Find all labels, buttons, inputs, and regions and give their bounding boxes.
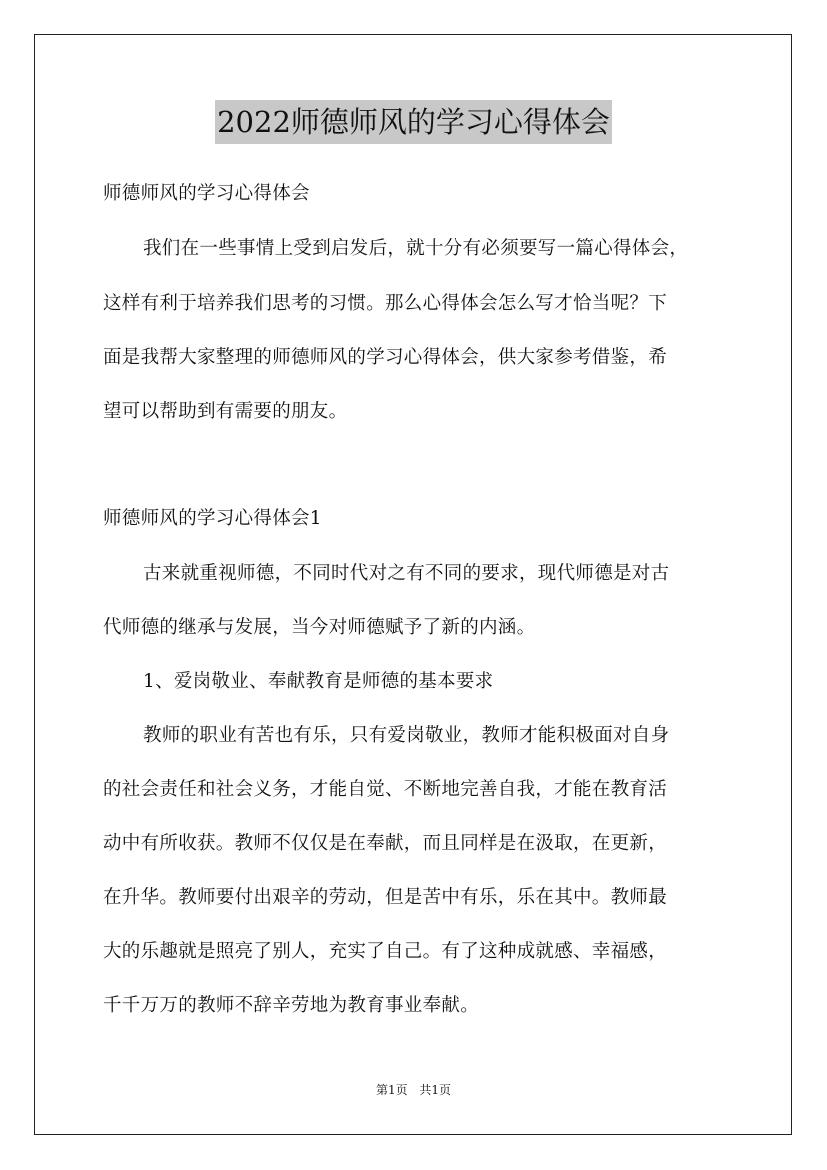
document-subtitle: 师德师风的学习心得体会 — [103, 183, 310, 204]
intro-line: 面是我帮大家整理的师德师风的学习心得体会，供大家参考借鉴，希 — [103, 347, 668, 368]
paragraph-line: 在升华。教师要付出艰辛的劳动，但是苦中有乐，乐在其中。教师最 — [103, 887, 668, 908]
paragraph-line: 的社会责任和社会义务，才能自觉、不断地完善自我，才能在教育活 — [103, 779, 668, 800]
page-total: 共1页 — [419, 1083, 452, 1097]
page-footer — [0, 1082, 827, 1098]
title-container — [0, 100, 827, 144]
page-number: 第1页 — [375, 1083, 408, 1097]
section-heading: 师德师风的学习心得体会1 — [103, 508, 322, 529]
point-heading: 1、爱岗敬业、奉献教育是师德的基本要求 — [143, 671, 494, 692]
paragraph-line: 代师德的继承与发展，当今对师德赋予了新的内涵。 — [103, 617, 536, 638]
paragraph-line: 古来就重视师德，不同时代对之有不同的要求，现代师德是对古 — [143, 563, 670, 584]
intro-line: 这样有利于培养我们思考的习惯。那么心得体会怎么写才恰当呢？下 — [103, 293, 668, 314]
intro-line: 望可以帮助到有需要的朋友。 — [103, 401, 348, 422]
document-title: 2022师德师风的学习心得体会 — [215, 100, 612, 144]
paragraph-line: 大的乐趣就是照亮了别人，充实了自己。有了这种成就感、幸福感， — [103, 941, 668, 962]
intro-line: 我们在一些事情上受到启发后，就十分有必须要写一篇心得体会， — [143, 238, 689, 259]
paragraph-line: 教师的职业有苦也有乐，只有爱岗敬业，教师才能积极面对自身 — [143, 725, 670, 746]
paragraph-line: 千千万万的教师不辞辛劳地为教育事业奉献。 — [103, 995, 480, 1016]
paragraph-line: 动中有所收获。教师不仅仅是在奉献，而且同样是在汲取，在更新， — [103, 833, 668, 854]
